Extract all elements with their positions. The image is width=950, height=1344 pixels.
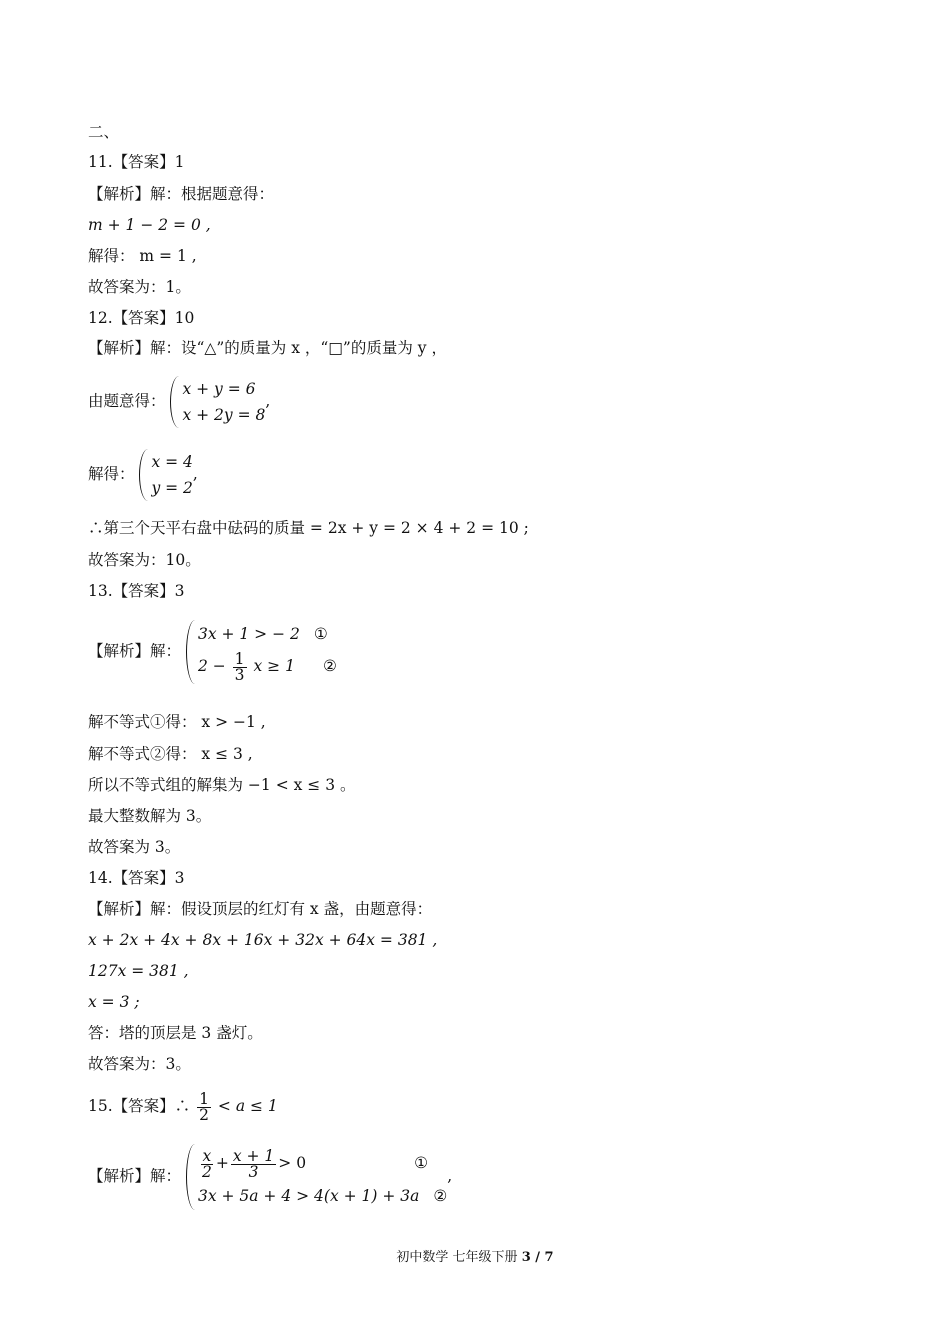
q13-final: 故答案为 3。 <box>88 838 181 856</box>
q11-answer: 11.【答案】1 <box>88 153 185 171</box>
q12-sys-eq1: x + y = 6 <box>182 380 256 398</box>
q13-ineq2-post: x ≥ 1 <box>253 657 295 675</box>
q12-solution-tail: , <box>192 465 198 483</box>
q12-system-label: 由题意得： <box>88 392 166 410</box>
q12-analysis: 【解析】解：设“△”的质量为 x ，“□”的质量为 y ， <box>88 339 447 357</box>
q11-equation: m + 1 − 2 = 0 , <box>88 216 211 234</box>
q13-solution-set: 所以不等式组的解集为 −1 < x ≤ 3 。 <box>88 776 356 794</box>
q14-equation1: x + 2x + 4x + 8x + 16x + 32x + 64x = 381 , <box>88 931 438 949</box>
q12-equation-system <box>170 376 265 428</box>
q14-equation2: 127x = 381 , <box>88 962 189 980</box>
q15-tail: , <box>447 1167 453 1185</box>
q14-analysis: 【解析】解：假设顶层的红灯有 x 盏，由题意得： <box>88 900 433 918</box>
q15-f1-den: 2 <box>201 1162 212 1181</box>
q12-mass: ∴第三个天平右盘中砝码的质量 = 2x + y = 2 × 4 + 2 = 10 ; <box>88 519 529 537</box>
q15-ans-num: 1 <box>199 1089 209 1108</box>
q12-solution-block <box>88 449 198 501</box>
q13-max-integer: 最大整数解为 3。 <box>88 807 212 825</box>
q13-frac-den: 3 <box>234 665 245 684</box>
q15-answer-fraction <box>197 1089 211 1124</box>
q13-inequality-system <box>186 620 337 684</box>
q15-inequality-block <box>88 1144 452 1210</box>
q15-frac2 <box>231 1146 276 1181</box>
q14-equation3: x = 3 ; <box>88 993 140 1011</box>
q15-f2-den: 3 <box>248 1162 259 1181</box>
q12-sol-eq2: y = 2 <box>151 479 193 497</box>
footer-page-number: 3 / 7 <box>521 1250 554 1265</box>
q14-answer: 14.【答案】3 <box>88 869 185 887</box>
q15-tag1: ① <box>414 1154 428 1172</box>
q15-f2-num: x + 1 <box>232 1146 275 1165</box>
q13-frac-num: 1 <box>234 649 245 668</box>
q13-answer: 13.【答案】3 <box>88 582 185 600</box>
footer-text: 初中数学 七年级下册 <box>396 1250 518 1265</box>
q12-solution-system <box>139 449 192 501</box>
section-heading: 二、 <box>88 123 120 141</box>
q12-answer: 12.【答案】10 <box>88 309 195 327</box>
q13-solution1: 解不等式①得： x > −1 , <box>88 713 266 731</box>
q15-f1-num: x <box>202 1146 212 1165</box>
q13-label: 【解析】解： <box>88 642 182 660</box>
q15-ans-den: 2 <box>199 1105 209 1124</box>
q13-tag2: ② <box>322 657 337 675</box>
q14-reply: 答：塔的顶层是 3 盏灯。 <box>88 1024 263 1042</box>
q12-system-tail: , <box>265 392 271 410</box>
q15-frac1 <box>200 1146 214 1181</box>
q15-answer <box>88 1086 278 1126</box>
q13-inequality-block <box>88 620 337 684</box>
q13-solution2: 解不等式②得： x ≤ 3 , <box>88 745 253 763</box>
q11-solve: 解得： m = 1 , <box>88 247 197 265</box>
q13-fraction <box>233 649 247 684</box>
q13-ineq1: 3x + 1 > − 2 <box>197 625 300 643</box>
q15-answer-post: < a ≤ 1 <box>217 1097 278 1115</box>
q15-plus: + <box>215 1154 229 1172</box>
q13-tag1: ① <box>313 625 328 643</box>
q15-answer-pre: 15.【答案】∴ <box>88 1097 191 1115</box>
q12-solution-label: 解得： <box>88 465 135 483</box>
q12-sol-eq1: x = 4 <box>151 453 193 471</box>
q15-ineq1-post: > 0 <box>278 1154 307 1172</box>
q12-final: 故答案为：10。 <box>88 551 201 569</box>
q15-inequality-system <box>186 1144 447 1210</box>
q15-label: 【解析】解： <box>88 1167 182 1185</box>
q15-ineq2: 3x + 5a + 4 > 4(x + 1) + 3a <box>197 1187 420 1205</box>
q15-tag2: ② <box>433 1187 448 1205</box>
q12-sys-eq2: x + 2y = 8 <box>182 406 266 424</box>
q13-ineq2-pre: 2 − <box>197 657 226 675</box>
q14-final: 故答案为：3。 <box>88 1055 191 1073</box>
q11-analysis: 【解析】解：根据题意得： <box>88 185 275 203</box>
page-footer <box>0 1246 950 1265</box>
q12-system-block <box>88 376 270 428</box>
q11-final: 故答案为：1。 <box>88 278 191 296</box>
